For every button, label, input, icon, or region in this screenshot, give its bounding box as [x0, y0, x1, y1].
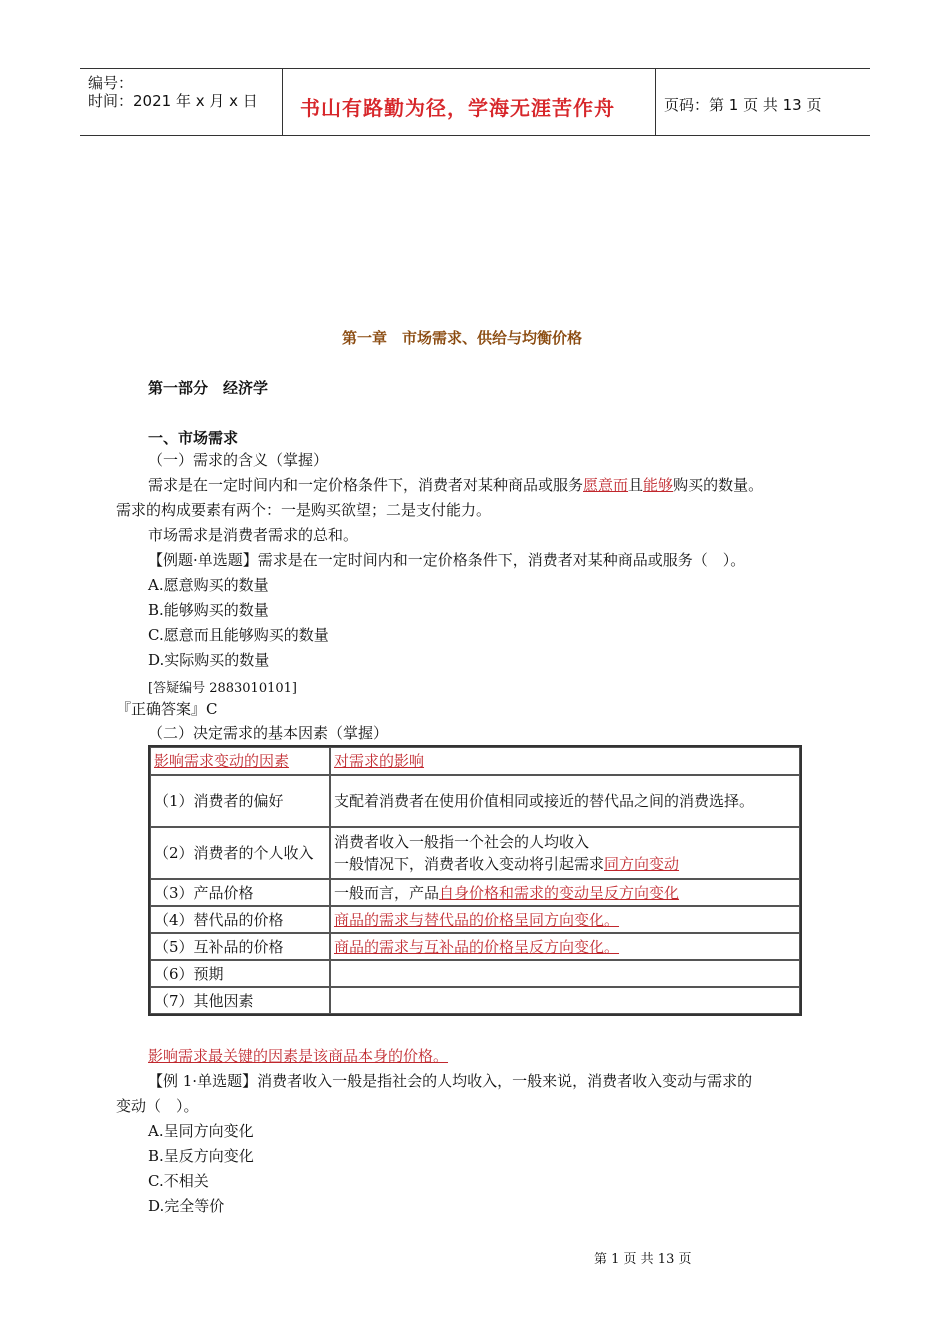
section-title: 一、市场需求 [148, 429, 239, 447]
table-header-effect: 对需求的影响 [330, 747, 800, 775]
header-page-info: 页码：第 1 页 共 13 页 [664, 96, 822, 114]
example1-question: 【例题·单选题】需求是在一定时间内和一定价格条件下，消费者对某种商品或服务（ ）。 [148, 551, 746, 569]
paragraph-market-demand: 市场需求是消费者需求的总和。 [148, 526, 359, 544]
example2-option-c: C.不相关 [148, 1172, 209, 1190]
example1-qa-number: [答疑编号 2883010101] [148, 681, 297, 696]
paragraph-definition [148, 473, 763, 498]
paragraph-text: 需求是在一定时间内和一定价格条件下，消费者对某种商品或服务 [148, 476, 584, 494]
header-divider-right [655, 68, 656, 135]
table-cell-effect [330, 987, 800, 1014]
table-header-row [150, 747, 800, 775]
subsection-definition: （一）需求的含义（掌握） [148, 451, 329, 469]
header-top-rule [80, 68, 870, 69]
table-cell-effect [330, 933, 800, 960]
paragraph-text: 且 [628, 476, 644, 494]
table-row [150, 960, 800, 987]
highlight-willing: 愿意而 [583, 476, 629, 494]
effect-text: 一般情况下，消费者收入变动将引起需求 [334, 855, 605, 873]
table-cell-effect [330, 906, 800, 933]
effect-highlight: 同方向变动 [604, 855, 680, 873]
table-cell-factor: （3）产品价格 [150, 879, 330, 906]
page-footer: 第 1 页 共 13 页 [594, 1252, 692, 1267]
example2-option-a: A.呈同方向变化 [148, 1122, 254, 1140]
effect-text: 消费者收入一般指一个社会的人均收入 [334, 833, 590, 851]
paragraph-text: 购买的数量。 [673, 476, 764, 494]
table-cell-effect [330, 775, 800, 827]
subsection-factors: （二）决定需求的基本因素（掌握） [148, 724, 389, 742]
table-cell-factor: （7）其他因素 [150, 987, 330, 1014]
table-cell-factor: （4）替代品的价格 [150, 906, 330, 933]
header-motto: 书山有路勤为径，学海无涯苦作舟 [300, 96, 615, 120]
table-cell-factor: （2）消费者的个人收入 [150, 827, 330, 879]
key-note: 影响需求最关键的因素是该商品本身的价格。 [148, 1047, 449, 1065]
example2-question-line1: 【例 1·单选题】消费者收入一般是指社会的人均收入，一般来说，消费者收入变动与需求的 [148, 1072, 753, 1090]
effect-highlight: 商品的需求与替代品的价格呈同方向变化。 [334, 910, 620, 929]
table-cell-effect [330, 960, 800, 987]
table-cell-effect [330, 879, 800, 906]
table-cell-effect [330, 827, 800, 879]
header-time-label: 时间：2021 年 x 月 x 日 [88, 92, 258, 110]
header-divider-left [282, 68, 283, 135]
table-cell-factor: （6）预期 [150, 960, 330, 987]
highlight-able: 能够 [643, 476, 674, 494]
table-row [150, 933, 800, 960]
effect-text: 支配着消费者在使用价值相同或接近的替代品之间的消费选择。 [334, 792, 755, 810]
effect-highlight: 商品的需求与互补品的价格呈反方向变化。 [334, 937, 620, 956]
example1-answer: 『正确答案』C [116, 700, 218, 718]
table-row [150, 827, 800, 879]
header-number-label: 编号： [88, 74, 134, 92]
table-row [150, 775, 800, 827]
example2-option-b: B.呈反方向变化 [148, 1147, 254, 1165]
effect-highlight: 自身价格和需求的变动呈反方向变化 [439, 883, 680, 902]
table-row [150, 906, 800, 933]
table-row [150, 987, 800, 1014]
factors-table [148, 745, 802, 1016]
paragraph-elements: 需求的构成要素有两个：一是购买欲望；二是支付能力。 [116, 501, 492, 519]
table-header-factor: 影响需求变动的因素 [150, 747, 330, 775]
table-cell-factor: （1）消费者的偏好 [150, 775, 330, 827]
table-cell-factor: （5）互补品的价格 [150, 933, 330, 960]
part-title: 第一部分 经济学 [148, 379, 269, 397]
example1-option-b: B.能够购买的数量 [148, 601, 269, 619]
example2-option-d: D.完全等价 [148, 1197, 225, 1215]
example1-option-a: A.愿意购买的数量 [148, 576, 269, 594]
effect-text: 一般而言，产品 [334, 883, 440, 902]
example1-option-c: C.愿意而且能够购买的数量 [148, 626, 329, 644]
example1-option-d: D.实际购买的数量 [148, 651, 270, 669]
table-row [150, 879, 800, 906]
header-bottom-rule [80, 135, 870, 136]
example2-question-line2: 变动（ ）。 [116, 1097, 199, 1115]
chapter-title: 第一章 市场需求、供给与均衡价格 [342, 329, 583, 347]
